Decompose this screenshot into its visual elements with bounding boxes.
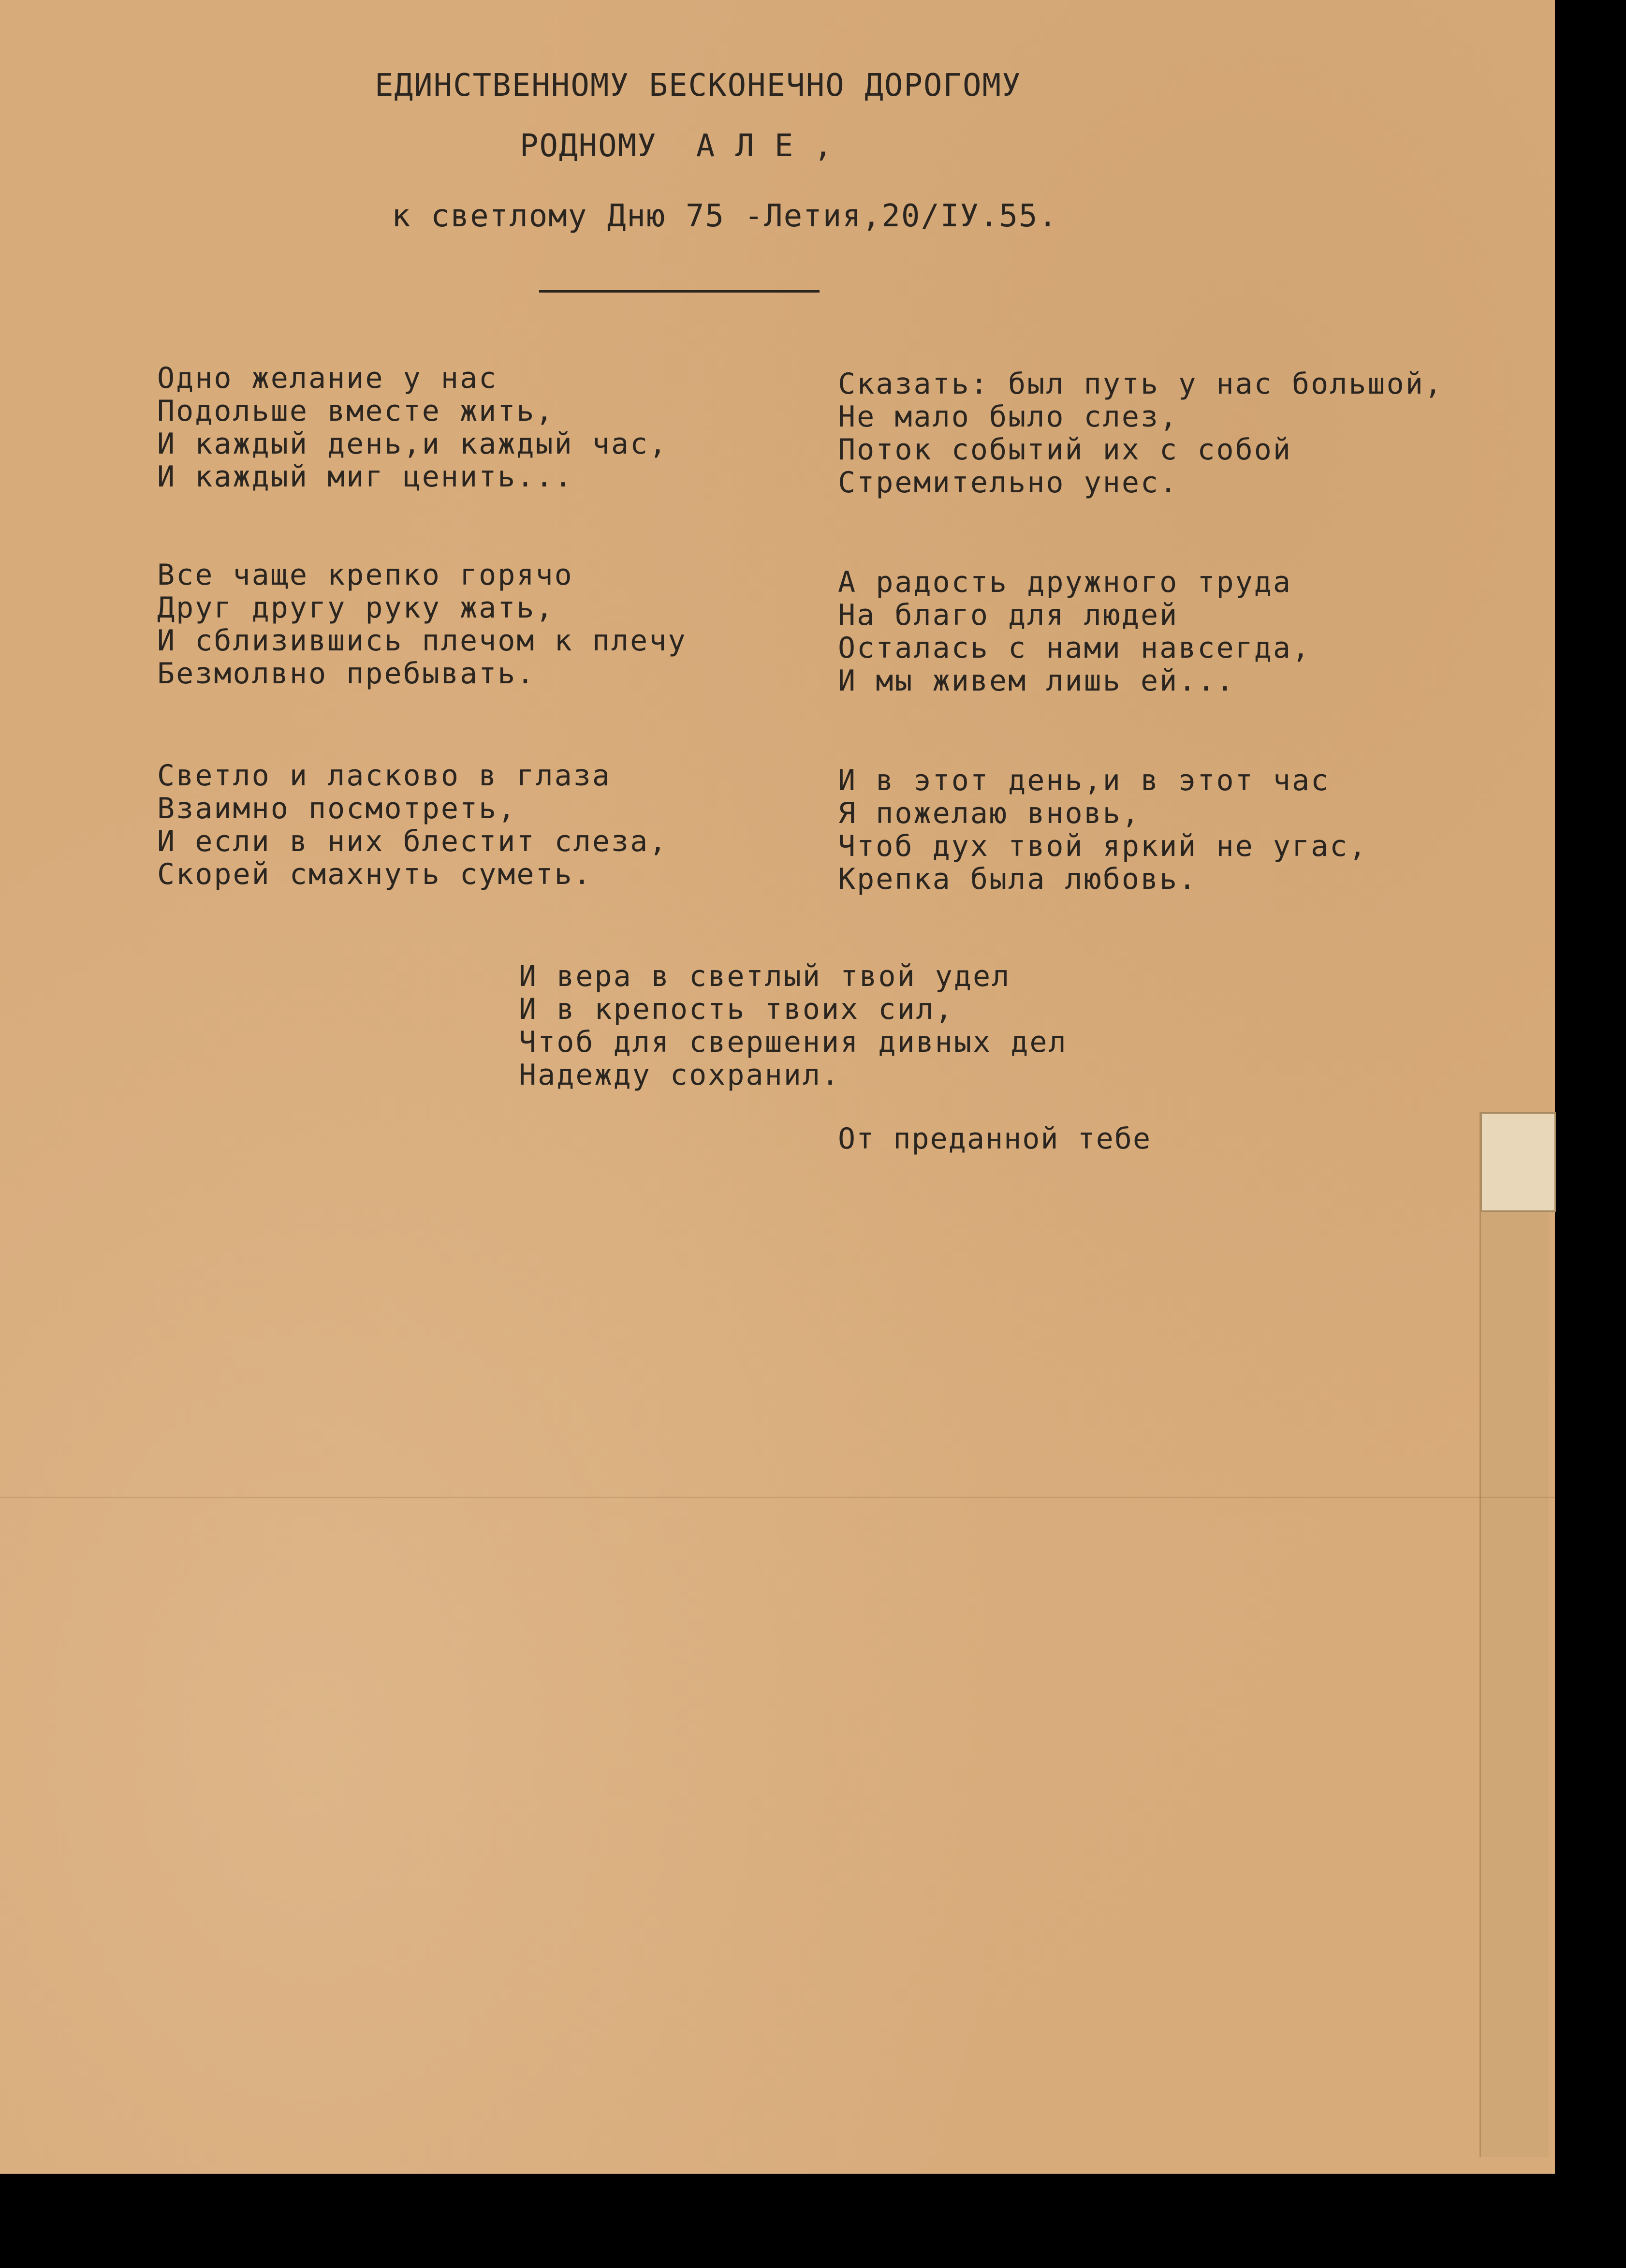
poem-line: Надежду сохранил. bbox=[519, 1058, 841, 1092]
left-stanza-1 bbox=[157, 362, 668, 493]
poem-line: Друг другу руку жать, bbox=[157, 591, 555, 625]
poem-line: Скорей смахнуть суметь. bbox=[157, 857, 592, 891]
dedication-line-2: РОДНОМУ А Л Е , bbox=[520, 128, 834, 164]
dedication-line-1: ЕДИНСТВЕННОМУ БЕСКОНЕЧНО ДОРОГОМУ bbox=[375, 68, 1022, 103]
poem-line: И в этот день,и в этот час bbox=[838, 764, 1330, 797]
fold-line bbox=[0, 1497, 1555, 1498]
poem-line: Чтоб дух твой яркий не угас, bbox=[838, 829, 1368, 863]
poem-line: Я пожелаю вновь, bbox=[838, 796, 1141, 830]
poem-line: Стремительно унес. bbox=[838, 466, 1179, 500]
dedication-line-3: к светлому Дню 75 -Летия,20/IУ.55. bbox=[392, 198, 1058, 234]
poem-line: Поток событий их с собой bbox=[838, 433, 1292, 467]
poem-line: Крепка была любовь. bbox=[838, 862, 1198, 896]
poem-line: И если в них блестит слеза, bbox=[157, 825, 668, 858]
poem-line: И сблизившись плечом к плечу bbox=[157, 624, 687, 658]
poem-line: Осталась с нами навсегда, bbox=[838, 631, 1311, 665]
header-divider bbox=[539, 290, 820, 293]
poem-line: И каждый день,и каждый час, bbox=[157, 427, 668, 461]
poem-line: И в крепость твоих сил, bbox=[519, 992, 954, 1026]
poem-line: Чтоб для свершения дивных дел bbox=[519, 1025, 1068, 1059]
paper-tab bbox=[1480, 1112, 1556, 1212]
poem-line: И каждый миг ценить... bbox=[157, 460, 573, 494]
poem-line: На благо для людей bbox=[838, 598, 1179, 632]
poem-line: Безмолвно пребывать. bbox=[157, 657, 536, 691]
poem-line: Одно желание у нас bbox=[157, 361, 498, 395]
poem-line: Подольше вместе жить, bbox=[157, 394, 555, 428]
poem-line: И вера в светлый твой удел bbox=[519, 959, 1011, 993]
left-stanza-2 bbox=[157, 559, 687, 690]
signature-line: От преданной тебе bbox=[838, 1122, 1152, 1156]
poem-line: Не мало было слез, bbox=[838, 400, 1179, 434]
poem-line: И мы живем лишь ей... bbox=[838, 664, 1235, 698]
poem-line: Сказать: был путь у нас большой, bbox=[838, 367, 1443, 401]
underlying-page-edge bbox=[1480, 1112, 1549, 2157]
right-stanza-3 bbox=[838, 764, 1367, 896]
poem-line: Все чаще крепко горячо bbox=[157, 558, 573, 592]
final-stanza bbox=[519, 960, 1068, 1091]
left-stanza-3 bbox=[157, 759, 668, 891]
right-stanza-1 bbox=[838, 368, 1443, 499]
poem-line: Взаимно посмотреть, bbox=[157, 792, 517, 825]
poem-line: А радость дружного труда bbox=[838, 565, 1292, 599]
right-stanza-2 bbox=[838, 566, 1311, 697]
poem-line: Светло и ласково в глаза bbox=[157, 759, 611, 793]
